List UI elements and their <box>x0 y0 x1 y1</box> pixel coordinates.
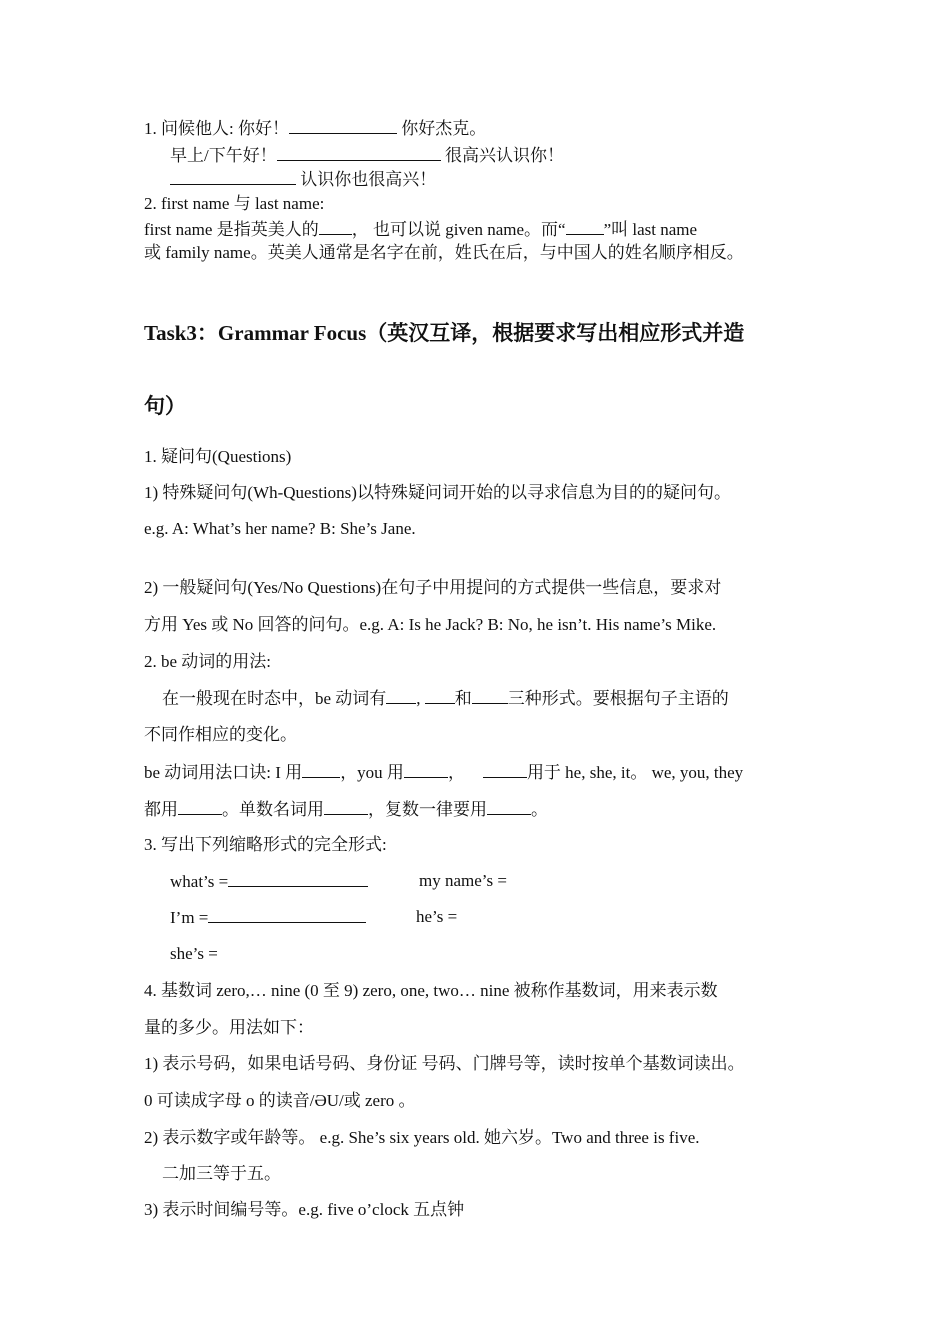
abbr-myname: my name’s = <box>419 871 507 890</box>
be-line-1 <box>162 688 729 709</box>
greeting-reply-3: 认识你也很高兴！ <box>296 170 437 189</box>
numbers-usage-1: 1) 表示号码，如果电话号码、身份证 号码、门牌号等，读时按单个基数词读出。 <box>144 1054 745 1073</box>
abbr-whats <box>170 871 368 892</box>
blank[interactable] <box>425 688 455 704</box>
numbers-usage-2b: 二加三等于五。 <box>162 1164 281 1183</box>
greeting-line-3 <box>170 169 436 190</box>
abbr-whats-label: what’s = <box>170 872 229 891</box>
be-rhyme-3: ， <box>447 763 465 782</box>
be-rhyme-8: 。 <box>531 800 548 819</box>
abbr-im-label: I’m = <box>170 908 209 927</box>
blank[interactable] <box>228 871 368 887</box>
blank[interactable] <box>483 762 527 778</box>
greeting-text-1: 1. 问候他人: 你好！ <box>144 119 289 138</box>
name-line-1 <box>144 219 697 240</box>
be-text-4: 三种形式。要根据句子主语的 <box>507 689 729 708</box>
blank[interactable] <box>566 219 604 235</box>
numbers-usage-1b: 0 可读成字母 o 的读音/ƏU/或 zero 。 <box>144 1091 416 1110</box>
be-rhyme <box>144 762 743 783</box>
be-rhyme-6: 。单数名词用 <box>222 800 324 819</box>
greeting-line-1 <box>144 118 486 139</box>
numbers-title-cont: 量的多少。用法如下： <box>144 1018 314 1037</box>
be-text-1: 在一般现在时态中，be 动词有 <box>162 689 387 708</box>
greeting-reply-1: 你好杰克。 <box>396 119 487 138</box>
greeting-text-2: 早上/下午好！ <box>170 146 277 165</box>
blank[interactable] <box>386 688 416 704</box>
blank[interactable] <box>404 762 448 778</box>
numbers-usage-2: 2) 表示数字或年龄等。 e.g. She’s six years old. 她六岁。Two and three is five. <box>144 1128 700 1147</box>
be-rhyme-line-2 <box>144 799 548 820</box>
blank[interactable] <box>324 799 368 815</box>
yesno-questions: 2) 一般疑问句(Yes/No Questions)在句子中用提问的方式提供一些信息，要求对 <box>144 578 722 597</box>
blank[interactable] <box>302 762 340 778</box>
greeting-reply-2: 很高兴认识你！ <box>440 146 564 165</box>
be-rhyme-1: be 动词用法口诀: I 用 <box>144 763 303 782</box>
blank[interactable] <box>208 907 366 923</box>
be-rhyme-5: 都用 <box>144 800 178 819</box>
task3-heading-cont: 句） <box>144 394 186 418</box>
name-line-2: 或 family name。英美人通常是名字在前，姓氏在后，与中国人的姓名顺序相反。 <box>144 243 744 262</box>
abbr-title: 3. 写出下列缩略形式的完全形式: <box>144 835 387 854</box>
numbers-usage-3: 3) 表示时间编号等。e.g. five o’clock 五点钟 <box>144 1200 465 1219</box>
blank[interactable] <box>487 799 531 815</box>
yesno-example: 方用 Yes 或 No 回答的问句。e.g. A: Is he Jack? B: No, he isn’t. His name’s Mike. <box>144 615 717 634</box>
task3-heading: Task3：Grammar Focus（英汉互译，根据要求写出相应形式并造 <box>144 321 745 345</box>
be-rhyme-2: ，you 用 <box>340 763 404 782</box>
abbr-shes: she’s = <box>170 944 218 963</box>
blank[interactable] <box>277 145 441 161</box>
name-title: 2. first name 与 last name: <box>144 194 325 213</box>
wh-example: e.g. A: What’s her name? B: She’s Jane. <box>144 519 416 538</box>
be-text-2: , <box>416 689 421 708</box>
numbers-title: 4. 基数词 zero,… nine (0 至 9) zero, one, two… nine 被称作基数词，用来表示数 <box>144 981 718 1000</box>
blank[interactable] <box>289 118 397 134</box>
be-rhyme-7: ，复数一律要用 <box>368 800 487 819</box>
wh-questions: 1) 特殊疑问句(Wh-Questions)以特殊疑问词开始的以寻求信息为目的的疑问句。 <box>144 483 731 502</box>
name-text-3: ”叫 last name <box>603 220 698 239</box>
blank[interactable] <box>472 688 508 704</box>
be-text-3: 和 <box>454 689 472 708</box>
questions-title: 1. 疑问句(Questions) <box>144 447 292 466</box>
abbr-hes: he’s = <box>416 907 458 926</box>
be-title: 2. be 动词的用法: <box>144 652 272 671</box>
name-text-1: first name 是指英美人的 <box>144 220 319 239</box>
be-rhyme-4: 用于 he, she, it。 we, you, they <box>526 763 744 782</box>
greeting-line-2 <box>170 145 564 166</box>
abbr-im <box>170 907 366 928</box>
blank[interactable] <box>170 169 296 185</box>
be-line-2: 不同作相应的变化。 <box>144 725 297 744</box>
blank[interactable] <box>319 219 352 235</box>
blank[interactable] <box>178 799 222 815</box>
name-text-2: ， 也可以说 given name。而“ <box>351 220 566 239</box>
